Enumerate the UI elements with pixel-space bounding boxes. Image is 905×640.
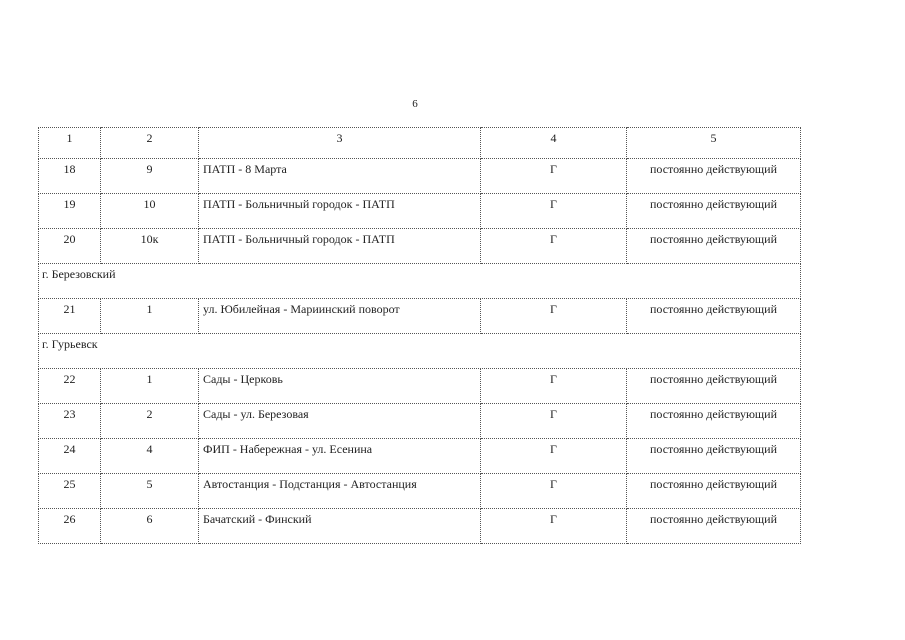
route-number-cell: 2 xyxy=(101,404,199,439)
route-name-cell: ПАТП - Больничный городок - ПАТП xyxy=(199,194,481,229)
route-name-cell: ул. Юбилейная - Мариинский поворот xyxy=(199,299,481,334)
section-row xyxy=(39,264,801,299)
table-row xyxy=(39,159,801,194)
route-number-cell: 5 xyxy=(101,474,199,509)
route-status-cell: постоянно действующий xyxy=(627,299,801,334)
header-cell: 3 xyxy=(199,128,481,159)
route-name-cell: ПАТП - Больничный городок - ПАТП xyxy=(199,229,481,264)
route-number-cell: 6 xyxy=(101,509,199,544)
route-name-cell: ФИП - Набережная - ул. Есенина xyxy=(199,439,481,474)
route-name-cell: ПАТП - 8 Марта xyxy=(199,159,481,194)
row-number-cell: 23 xyxy=(39,404,101,439)
route-name-cell: Сады - ул. Березовая xyxy=(199,404,481,439)
route-status-cell: постоянно действующий xyxy=(627,369,801,404)
route-name-cell: Бачатский - Финский xyxy=(199,509,481,544)
route-type-cell: Г xyxy=(481,229,627,264)
route-number-cell: 1 xyxy=(101,299,199,334)
table-row xyxy=(39,369,801,404)
table-body xyxy=(39,128,801,544)
header-cell: 2 xyxy=(101,128,199,159)
table-row xyxy=(39,229,801,264)
row-number-cell: 26 xyxy=(39,509,101,544)
row-number-cell: 19 xyxy=(39,194,101,229)
header-cell: 4 xyxy=(481,128,627,159)
route-type-cell: Г xyxy=(481,439,627,474)
route-type-cell: Г xyxy=(481,509,627,544)
route-number-cell: 1 xyxy=(101,369,199,404)
row-number-cell: 24 xyxy=(39,439,101,474)
header-cell: 5 xyxy=(627,128,801,159)
row-number-cell: 21 xyxy=(39,299,101,334)
route-status-cell: постоянно действующий xyxy=(627,474,801,509)
route-status-cell: постоянно действующий xyxy=(627,509,801,544)
route-name-cell: Автостанция - Подстанция - Автостанция xyxy=(199,474,481,509)
route-number-cell: 10 xyxy=(101,194,199,229)
route-status-cell: постоянно действующий xyxy=(627,159,801,194)
routes-table xyxy=(38,127,801,544)
header-cell: 1 xyxy=(39,128,101,159)
route-number-cell: 10к xyxy=(101,229,199,264)
route-type-cell: Г xyxy=(481,474,627,509)
table-row xyxy=(39,299,801,334)
section-row xyxy=(39,334,801,369)
section-title: г. Березовский xyxy=(39,264,801,299)
row-number-cell: 18 xyxy=(39,159,101,194)
row-number-cell: 20 xyxy=(39,229,101,264)
table-row xyxy=(39,474,801,509)
table-row xyxy=(39,404,801,439)
row-number-cell: 25 xyxy=(39,474,101,509)
route-type-cell: Г xyxy=(481,404,627,439)
route-status-cell: постоянно действующий xyxy=(627,194,801,229)
route-status-cell: постоянно действующий xyxy=(627,404,801,439)
route-type-cell: Г xyxy=(481,369,627,404)
route-number-cell: 4 xyxy=(101,439,199,474)
table-row xyxy=(39,194,801,229)
route-status-cell: постоянно действующий xyxy=(627,439,801,474)
route-type-cell: Г xyxy=(481,159,627,194)
route-type-cell: Г xyxy=(481,194,627,229)
table-row xyxy=(39,439,801,474)
section-title: г. Гурьевск xyxy=(39,334,801,369)
route-status-cell: постоянно действующий xyxy=(627,229,801,264)
route-type-cell: Г xyxy=(481,299,627,334)
route-name-cell: Сады - Церковь xyxy=(199,369,481,404)
table-row xyxy=(39,509,801,544)
row-number-cell: 22 xyxy=(39,369,101,404)
page-number: 6 xyxy=(412,98,418,110)
table-header-row xyxy=(39,128,801,159)
route-number-cell: 9 xyxy=(101,159,199,194)
